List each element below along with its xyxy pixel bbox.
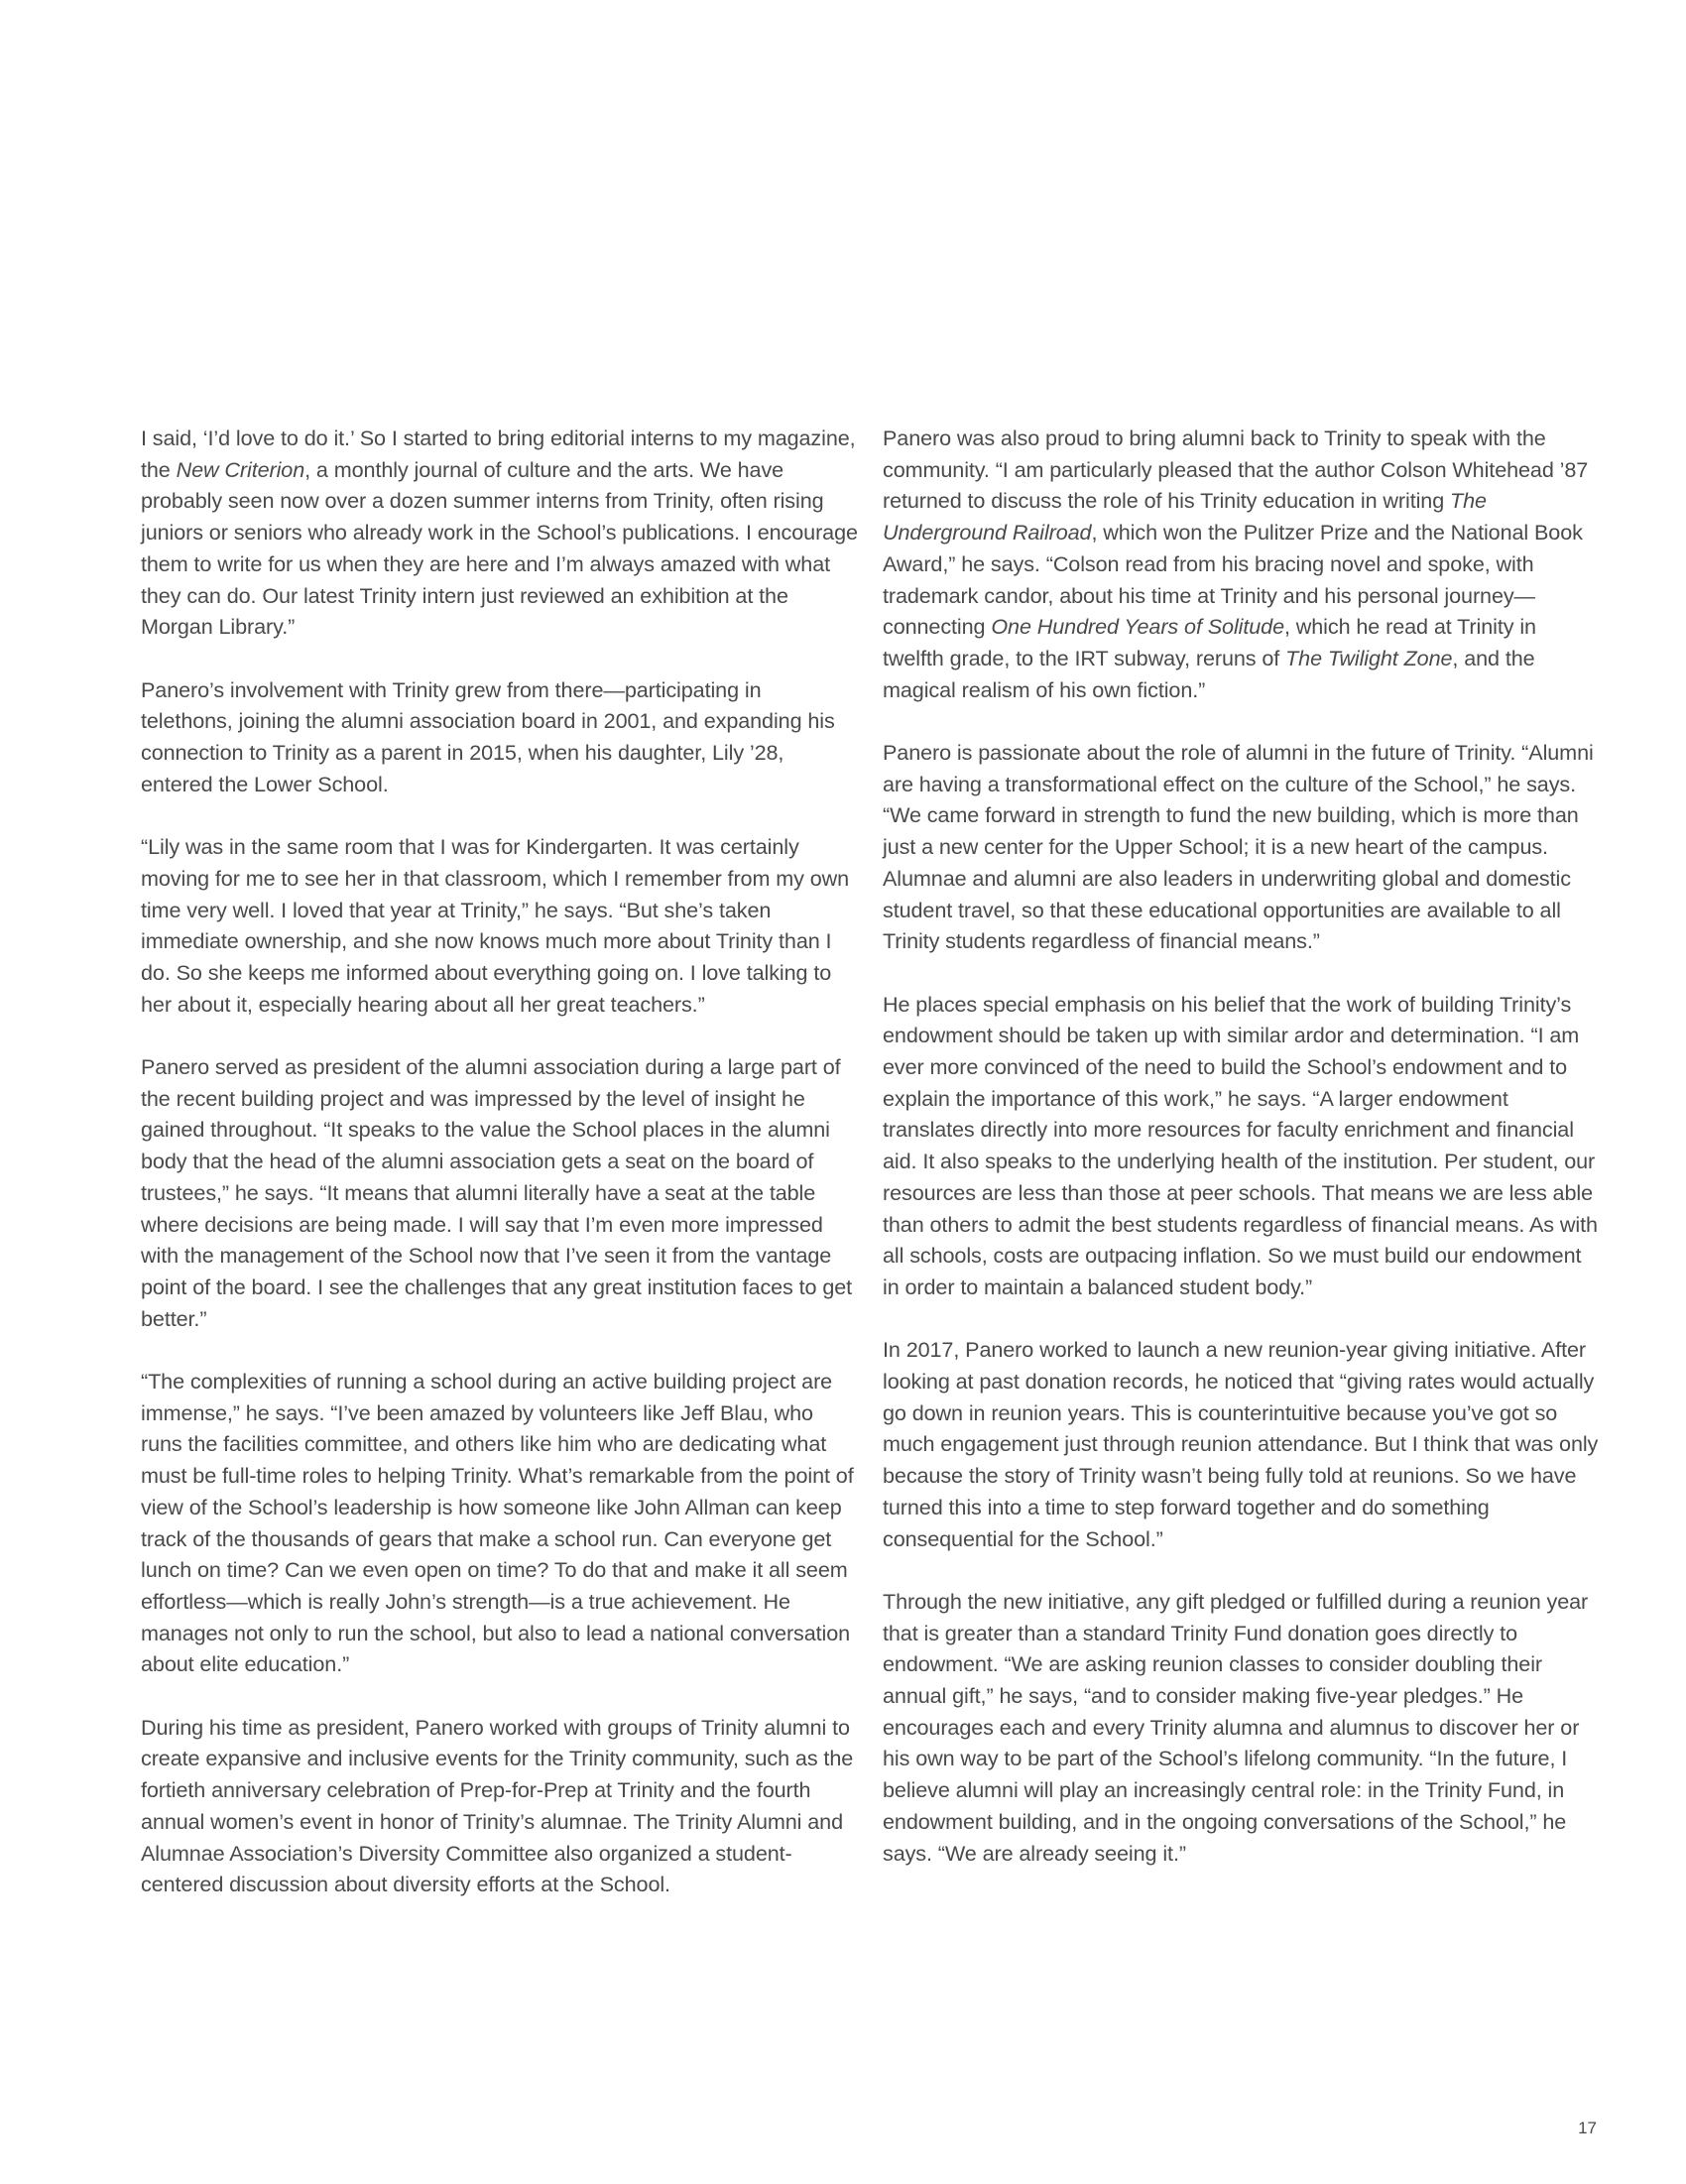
paragraph xyxy=(883,423,1601,705)
paragraph xyxy=(141,1712,859,1900)
text-run: Panero served as president of the alumni association during a large part of the recent building project and was impressed by the level of insight he gained throughout. “It speaks to the value the School places in the alumni body that the head of the alumni association gets a seat on the board of trustees,” he says. “It means that alumni literally have a seat at the table where decisions are being made. I will say that I’m even more impressed with the management of the School now that I’ve seen it from the vantage point of the board. I see the challenges that any great institution faces to get better.” xyxy=(141,1054,853,1331)
text-run: In 2017, Panero worked to launch a new reunion-year giving initiative. After looking at past donation records, he noticed that “giving rates would actually go down in reunion years. This is counterintuitive because you’ve got so much engagement just through reunion attendance. But I think that was only because the story of Trinity wasn’t being fully told at reunions. So we have turned this into a time to step forward together and do something consequential for the School.” xyxy=(883,1337,1599,1551)
italic-title: One Hundred Years of Solitude xyxy=(991,614,1284,640)
paragraph xyxy=(141,674,859,800)
paragraph xyxy=(141,423,859,643)
paragraph xyxy=(883,989,1601,1303)
paragraph xyxy=(883,1586,1601,1869)
italic-title: The Underground Railroad xyxy=(883,488,1487,546)
text-run: , which he read at Trinity in twelfth grade, to the IRT subway, reruns of xyxy=(883,614,1536,670)
text-run: , which won the Pulitzer Prize and the National Book Award,” he says. “Colson read from his bracing novel and spoke, with trademark candor, about his time at Trinity and his personal journey—connecting xyxy=(883,520,1583,640)
text-run: “Lily was in the same room that I was for Kindergarten. It was certainly moving for me to see her in that classroom, which I remember from my own time very well. I loved that year at Trinity,” he says. “But she’s taken immediate ownership, and she now knows much more about Trinity than I do. So she keeps me informed about everything going on. I love talking to her about it, especially hearing about all her great teachers.” xyxy=(141,834,850,1017)
text-run: Panero’s involvement with Trinity grew from there—participating in telethons, joining the alumni association board in 2001, and expanding his connection to Trinity as a parent in 2015, when his daughter, Lily ’28, entered the Lower School. xyxy=(141,676,835,796)
text-run: Through the new initiative, any gift pledged or fulfilled during a reunion year that is greater than a standard Trinity Fund donation goes directly to endowment. “We are asking reunion classes to consider doubling their annual gift,” he says, “and to consider making five-year pledges.” He encourages each and every Trinity alumna and alumnus to discover her or his own way to be part of the School’s lifelong community. “In the future, I believe alumni will play an increasingly central role: in the Trinity Fund, in endowment building, and in the ongoing conversations of the School,” he says. “We are already seeing it.” xyxy=(883,1588,1589,1866)
right-column xyxy=(883,423,1601,1869)
text-run: , and the magical realism of his own fiction.” xyxy=(883,645,1535,702)
italic-title: The Twilight Zone xyxy=(1285,645,1453,670)
paragraph xyxy=(141,1051,859,1334)
page-number: 17 xyxy=(1578,2119,1597,2137)
text-run: He places special emphasis on his belief that the work of building Trinity’s endowment should be taken up with similar ardor and determination. “I am ever more convinced of the need to build the School’s endowment and to explain the importance of this work,” he says. “A larger endowment translates directly into more resources for faculty enrichment and financial aid. It also speaks to the underlying health of the institution. Per student, our resources are less than those at peer schools. That means we are less able than others to admit the best students regardless of financial means. As with all schools, costs are outpacing inflation. So we must build our endowment in order to maintain a balanced student body.” xyxy=(883,991,1598,1299)
paragraph xyxy=(883,737,1601,957)
text-run: Panero is passionate about the role of alumni in the future of Trinity. “Alumni are having a transformational effect on the culture of the School,” he says. “We came forward in strength to fund the new building, which is more than just a new center for the Upper School; it is a new heart of the campus. Alumnae and alumni are also leaders in underwriting global and domestic student travel, so that these educational opportunities are available to all Trinity students regardless of financial means.” xyxy=(883,740,1594,954)
text-run: I said, ‘I’d love to do it.’ So I started to bring editorial interns to my magazine, the xyxy=(141,425,856,482)
text-run: “The complexities of running a school during an active building project are immense,” he says. “I’ve been amazed by volunteers like Jeff Blau, who runs the facilities committee, and others like him who are dedicating what must be full-time roles to helping Trinity. What’s remarkable from the point of view of the School’s leadership is how someone like John Allman can keep track of the thousands of gears that make a school run. Can everyone get lunch on time? Can we even open on time? To do that and make it all seem effortless—which is really John’s strength—is a true achievement. He manages not only to run the school, but also to lead a national conversation about elite education.” xyxy=(141,1369,854,1677)
italic-title: New Criterion xyxy=(176,456,305,482)
text-run: During his time as president, Panero worked with groups of Trinity alumni to create expansive and inclusive events for the Trinity community, such as the fortieth anniversary celebration of Prep-for-Prep at Trinity and the fourth annual women’s event in honor of Trinity’s alumnae. The Trinity Alumni and Alumnae Association’s Diversity Committee also organized a student-centered discussion about diversity efforts at the School. xyxy=(141,1714,854,1897)
paragraph xyxy=(141,1366,859,1680)
text-run: , a monthly journal of culture and the arts. We have probably seen now over a dozen summer interns from Trinity, often rising juniors or seniors who already work in the School’s publications. I encourage them to write for us when they are here and I’m always amazed with what they can do. Our latest Trinity intern just reviewed an exhibition at the Morgan Library.” xyxy=(141,456,858,640)
left-column xyxy=(141,423,859,1900)
paragraph xyxy=(141,831,859,1020)
paragraph xyxy=(883,1334,1601,1554)
text-run: Panero was also proud to bring alumni back to Trinity to speak with the community. “I am particularly pleased that the author Colson Whitehead ’87 returned to discuss the role of his Trinity education in writing xyxy=(883,425,1589,514)
